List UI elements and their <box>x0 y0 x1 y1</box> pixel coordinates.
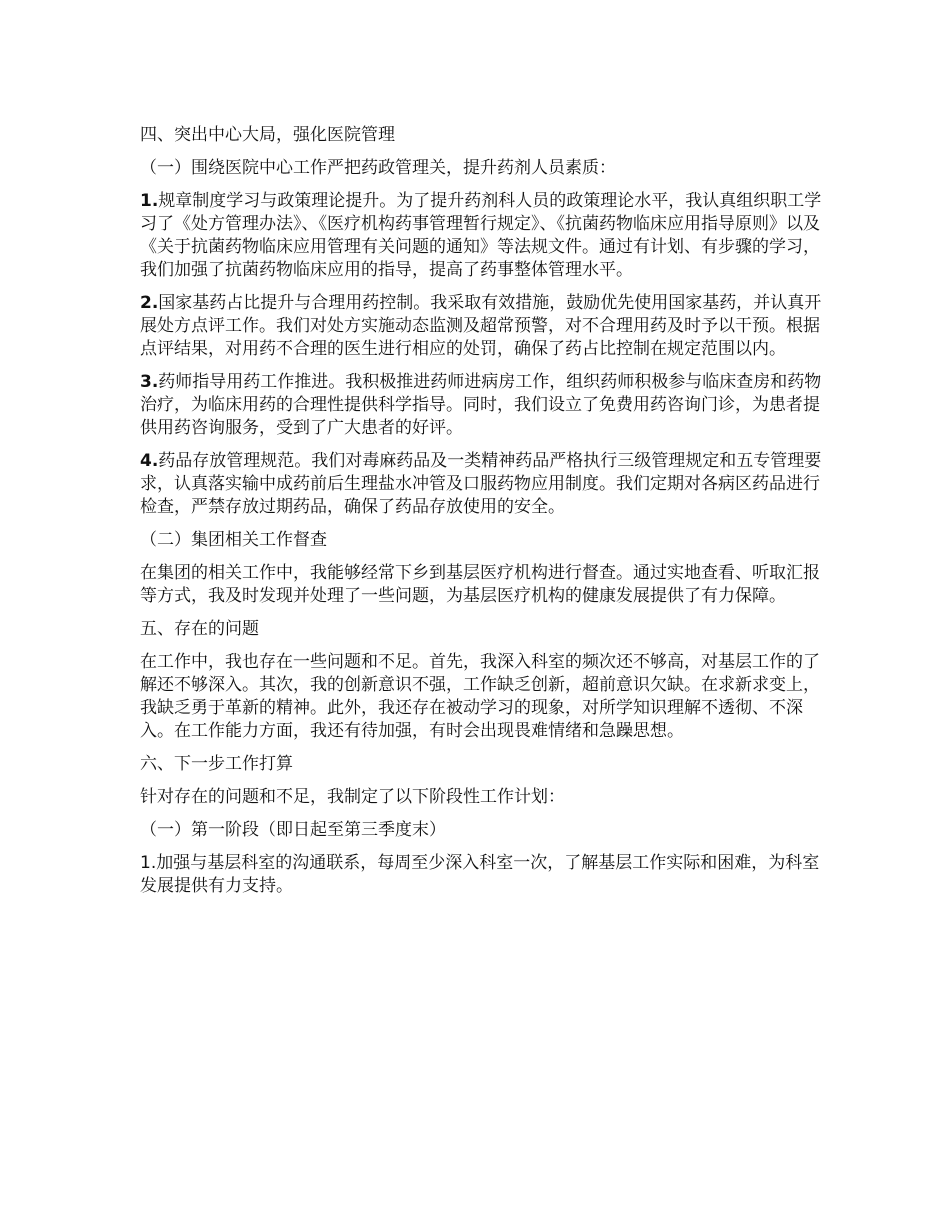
paragraph <box>140 786 830 809</box>
paragraph-text: 五、存在的问题 <box>140 619 259 639</box>
paragraph-text: （一）第一阶段（即日起至第三季度末） <box>140 820 446 840</box>
paragraph <box>140 651 830 743</box>
paragraph-item-1 <box>140 190 830 282</box>
paragraph-item-plan-1 <box>140 852 830 898</box>
section-heading-6 <box>140 753 830 776</box>
item-number: 4. <box>140 451 159 471</box>
paragraph-item-2 <box>140 292 830 361</box>
paragraph-text: 六、下一步工作打算 <box>140 754 293 774</box>
item-number: 2. <box>140 293 159 313</box>
paragraph-item-4 <box>140 450 830 519</box>
paragraph-text: 规章制度学习与政策理论提升。为了提升药剂科人员的政策理论水平，我认真组织职工学习了《处方管理办法》、《医疗机构药事管理暂行规定》、《抗菌药物临床应用指导原则》以及《关于抗菌药物临床应用管理有关问题的通知》等法规文件。通过有计划、有步骤的学习，我们加强了抗菌药物临床应用的指导，提高了药事整体管理水平。 <box>140 191 822 280</box>
paragraph <box>140 562 830 608</box>
item-number: 1. <box>140 191 159 211</box>
paragraph-text: 在工作中，我也存在一些问题和不足。首先，我深入科室的频次还不够高，对基层工作的了解还不够深入。其次，我的创新意识不强，工作缺乏创新，超前意识欠缺。在求新求变上，我缺乏勇于革新的精神。此外，我还存在被动学习的现象，对所学知识理解不透彻、不深入。在工作能力方面，我还有待加强，有时会出现畏难情绪和急躁思想。 <box>140 652 820 741</box>
paragraph-text: 1.加强与基层科室的沟通联系，每周至少深入科室一次，了解基层工作实际和困难，为科室发展提供有力支持。 <box>140 853 820 896</box>
section-heading-4 <box>140 124 830 147</box>
paragraph-text: 药师指导用药工作推进。我积极推进药师进病房工作，组织药师积极参与临床查房和药物治疗，为临床用药的合理性提供科学指导。同时，我们设立了免费用药咨询门诊，为患者提供用药咨询服务，受到了广大患者的好评。 <box>140 372 822 438</box>
subsection-heading-2 <box>140 529 830 552</box>
section-heading-5 <box>140 618 830 641</box>
paragraph-text: （二）集团相关工作督查 <box>140 530 327 550</box>
subsection-heading-1 <box>140 157 830 180</box>
paragraph-text: 针对存在的问题和不足，我制定了以下阶段性工作计划： <box>140 787 565 807</box>
paragraph-text: 药品存放管理规范。我们对毒麻药品及一类精神药品严格执行三级管理规定和五专管理要求，认真落实输中成药前后生理盐水冲管及口服药物应用制度。我们定期对各病区药品进行检查，严禁存放过期药品，确保了药品存放使用的安全。 <box>140 451 822 517</box>
subsection-heading-phase-1 <box>140 819 830 842</box>
paragraph-item-3 <box>140 371 830 440</box>
paragraph-text: 国家基药占比提升与合理用药控制。我采取有效措施，鼓励优先使用国家基药，并认真开展处方点评工作。我们对处方实施动态监测及超常预警，对不合理用药及时予以干预。根据点评结果，对用药不合理的医生进行相应的处罚，确保了药占比控制在规定范围以内。 <box>140 293 822 359</box>
paragraph-text: （一）围绕医院中心工作严把药政管理关，提升药剂人员素质： <box>140 158 616 178</box>
item-number: 3. <box>140 372 159 392</box>
paragraph-text: 在集团的相关工作中，我能够经常下乡到基层医疗机构进行督查。通过实地查看、听取汇报等方式，我及时发现并处理了一些问题，为基层医疗机构的健康发展提供了有力保障。 <box>140 563 820 606</box>
paragraph-text: 四、突出中心大局，强化医院管理 <box>140 125 395 145</box>
document-body <box>140 124 830 908</box>
